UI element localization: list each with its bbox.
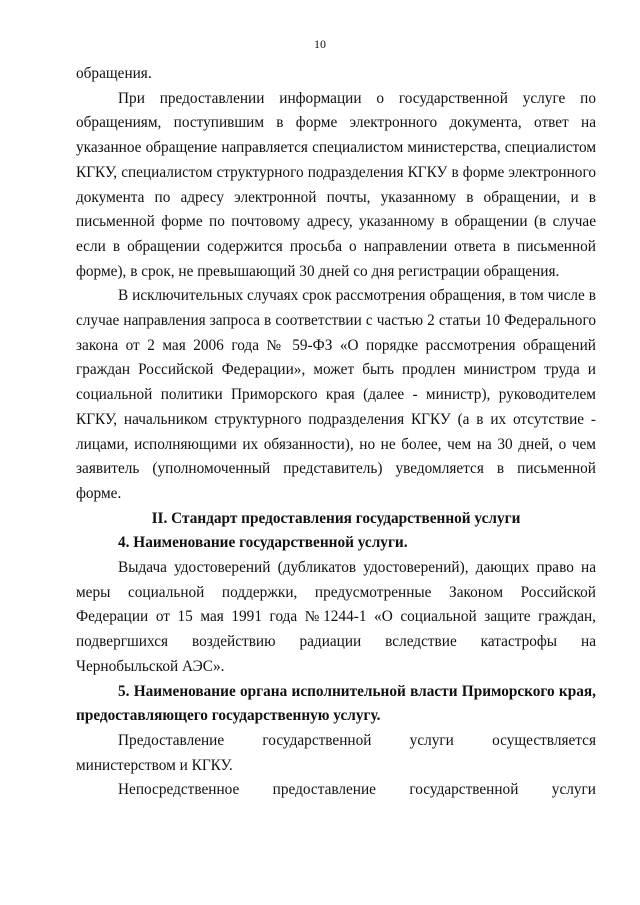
paragraph-direct-provision: Непосредственное предоставление государственной услуги [118,781,596,799]
paragraph-provision: Предоставление государственной услуги осуществляется министерством и КГКУ. [76,731,596,774]
paragraph-service-name: Выдача удостоверений (дубликатов удостоверений), дающих право на меры социальной поддержки, предусмотренные Законом Российской Федерации от 15 мая 1991 года №1244-1 «О социальной защите граждан, подвергшихся воздействию радиации вследствие катастрофы на Чернобыльской АЭС». [76,559,596,675]
document-body [76,62,596,803]
paragraph-electronic-response: При предоставлении информации о государственной услуге по обращениям, поступившим в форме электронного документа, ответ на указанное обращение направляется специалистом министерства, специалистом КГКУ, специалистом структурного подразделения КГКУ в форме электронного документа по адресу электронной почты, указанному в обращении, и в письменной форме по почтовому адресу, указанному в обращении (в случае если в обращении содержится просьба о направлении ответа в письменной форме), в срок, не превышающий 30 дней со дня регистрации обращения. [76,89,596,280]
paragraph-extension-period: В исключительных случаях срок рассмотрения обращения, в том числе в случае направления запроса в соответствии с частью 2 статьи 10 Федерального закона от 2 мая 2006 года № 59-ФЗ «О порядке рассмотрения обращений граждан Российской Федерации», может быть продлен министром труда и социальной политики Приморского края (далее - министр), руководителем КГКУ, начальником структурного подразделения КГКУ (а в их отсутствие - лицами, исполняющими их обязанности), но не более, чем на 30 дней, о чем заявитель (уполномоченный представитель) уведомляется в письменной форме. [76,287,596,502]
paragraph-continuation: обращения. [76,65,152,82]
subsection-heading-service-name: 4. Наименование государственной услуги. [118,534,408,552]
section-heading-standard: II. Стандарт предоставления государственной услуги [151,509,521,527]
subsection-heading-authority: 5. Наименование органа исполнительной власти Приморского края, предоставляющего государственную услугу. [76,682,596,725]
page-number: 10 [314,37,326,51]
